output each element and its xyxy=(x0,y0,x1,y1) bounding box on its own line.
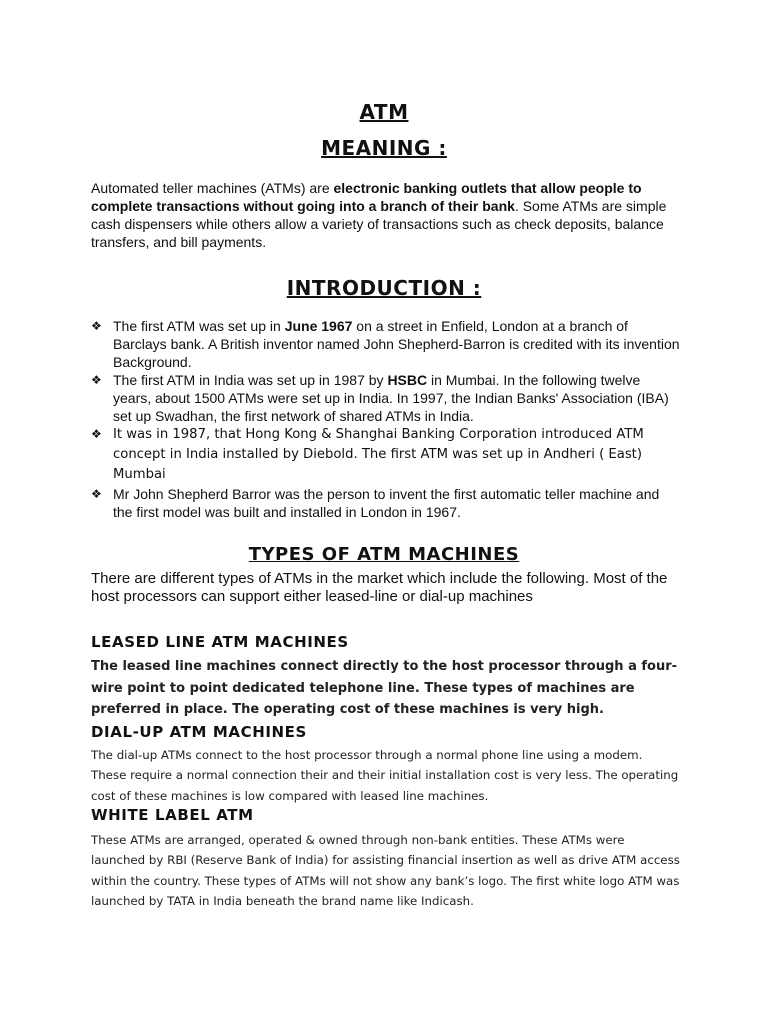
diamond-bullet-icon: ❖ xyxy=(91,373,102,387)
meaning-text-1: Automated teller machines (ATMs) are xyxy=(91,180,334,196)
list-item xyxy=(91,317,681,371)
dial-up-paragraph: The dial-up ATMs connect to the host processor through a normal phone line using a modem. These require a normal connection their and their initial installation cost is very less. The operating cost of these machines is low compared with leased line machines. xyxy=(91,748,679,803)
white-label-paragraph: These ATMs are arranged, operated & owned through non-bank entities. These ATMs were launched by RBI (Reserve Bank of India) for assisting financial insertion as well as drive ATM access within the country. These types of ATMs will not show any bank’s logo. The first white logo ATM was launched by TATA in India beneath the brand name like Indicash. xyxy=(91,833,680,908)
types-paragraph: There are different types of ATMs in the market which include the following. Most of the host processors can support either leased-line or dial-up machines xyxy=(91,570,668,605)
introduction-list xyxy=(91,317,681,521)
atm-heading: ATM xyxy=(359,100,409,124)
intro-item-2-text-1: The first ATM in India was set up in 1987 by xyxy=(113,372,388,388)
list-item xyxy=(91,485,681,521)
intro-item-3-text: It was in 1987, that Hong Kong & Shanghai Banking Corporation introduced ATM concept in India installed by Diebold. The first ATM was set up in Andheri ( East) Mumbai xyxy=(113,427,644,482)
intro-item-1-bold: June 1967 xyxy=(284,318,353,334)
intro-item-2-bold: HSBC xyxy=(387,372,428,388)
leased-line-heading: LEASED LINE ATM MACHINES xyxy=(91,633,349,651)
diamond-bullet-icon: ❖ xyxy=(91,427,102,441)
diamond-bullet-icon: ❖ xyxy=(91,319,102,333)
types-heading: TYPES OF ATM MACHINES xyxy=(248,544,520,565)
intro-item-1-text-2: on a street in Enfield, London at a branch of Barclays bank. A British inventor named John Shepherd-Barron is credited with its invention Background. xyxy=(113,318,680,370)
meaning-text-2: . Some ATMs are simple cash dispensers while others allow a variety of transactions such as check deposits, balance transfers, and bill payments. xyxy=(91,198,667,250)
introduction-heading: INTRODUCTION : xyxy=(286,276,482,300)
meaning-bold-text: electronic banking outlets that allow people to complete transactions without going into a branch of their bank xyxy=(91,180,642,214)
meaning-heading: MEANING : xyxy=(321,136,447,160)
intro-item-4-text: Mr John Shepherd Barror was the person to invent the first automatic teller machine and the first model was built and installed in London in 1967. xyxy=(113,486,660,520)
leased-line-paragraph: The leased line machines connect directly to the host processor through a four-wire point to point dedicated telephone line. These types of machines are preferred in place. The operating cost of these machines is very high. xyxy=(91,659,678,717)
diamond-bullet-icon: ❖ xyxy=(91,487,102,501)
dial-up-heading: DIAL-UP ATM MACHINES xyxy=(91,723,307,741)
intro-item-2-text-2: in Mumbai. In the following twelve years, about 1500 ATMs were set up in India. In 1997, the Indian Banks' Association (IBA) set up Swadhan, the first network of shared ATMs in India. xyxy=(113,372,669,424)
white-label-heading: WHITE LABEL ATM xyxy=(91,806,254,824)
list-item xyxy=(91,371,681,425)
meaning-paragraph xyxy=(91,179,681,251)
intro-item-1-text-1: The first ATM was set up in xyxy=(113,318,285,334)
list-item xyxy=(91,425,681,485)
